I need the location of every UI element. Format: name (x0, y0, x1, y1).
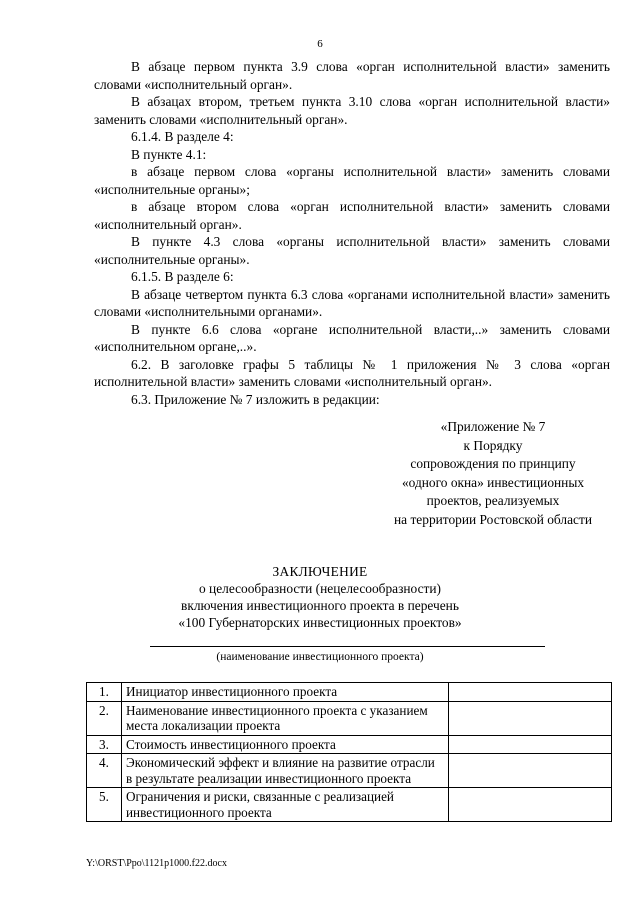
conclusion-title: ЗАКЛЮЧЕНИЕ (272, 564, 368, 579)
row-number: 1. (87, 683, 122, 702)
row-label: Ограничения и риски, связанные с реализацией инвестиционного проекта (122, 788, 449, 822)
table-row (87, 701, 612, 735)
paragraph: в абзаце первом слова «органы исполнительной власти» заменить словами «исполнительные органы»; (94, 164, 610, 197)
paragraph: В абзаце четвертом пункта 6.3 слова «органами исполнительной власти» заменить словами «исполнительными органами». (94, 286, 610, 319)
conclusion-line: о целесообразности (нецелесообразности) (198, 581, 442, 596)
appendix-line: проектов, реализуемых (426, 493, 560, 509)
paragraph: В абзаце первом пункта 3.9 слова «орган исполнительной власти» заменить словами «исполнительный орган». (94, 59, 610, 92)
paragraph: В пункте 4.1: (131, 146, 207, 162)
conclusion-heading (0, 563, 640, 631)
project-info-table (86, 682, 612, 822)
appendix-line: сопровождения по принципу (410, 456, 576, 472)
paragraph: 6.1.5. В разделе 6: (131, 269, 234, 284)
paragraph: 6.2. В заголовке графы 5 таблицы № 1 приложения № 3 слова «орган исполнительной власти» заменить словами «исполнительный орган». (94, 356, 610, 389)
paragraph: В пункте 6.6 слова «органе исполнительной власти,..» заменить словами «исполнительном органе,..». (94, 321, 610, 354)
row-number: 2. (87, 701, 122, 735)
row-value-cell (449, 735, 612, 754)
page-number: 6 (317, 38, 323, 50)
project-name-caption: (наименование инвестиционного проекта) (216, 651, 424, 663)
project-name-line (150, 646, 545, 647)
conclusion-line: включения инвестиционного проекта в перечень (181, 598, 459, 613)
table-row (87, 683, 612, 702)
paragraph: 6.1.4. В разделе 4: (131, 129, 234, 144)
appendix-heading (378, 418, 608, 530)
appendix-line: «одного окна» инвестиционных (401, 474, 585, 490)
amendment-text (94, 58, 610, 408)
row-label: Наименование инвестиционного проекта с указанием места локализации проекта (122, 701, 449, 735)
table-row (87, 754, 612, 788)
row-value-cell (449, 754, 612, 788)
appendix-line: на территории Ростовской области (394, 511, 592, 527)
paragraph: 6.3. Приложение № 7 изложить в редакции: (131, 391, 380, 407)
row-label: Инициатор инвестиционного проекта (122, 683, 449, 702)
conclusion-line: «100 Губернаторских инвестиционных проектов» (178, 615, 462, 630)
row-value-cell (449, 701, 612, 735)
paragraph: В абзацах втором, третьем пункта 3.10 слова «орган исполнительной власти» заменить словами «исполнительный орган». (94, 94, 610, 127)
row-label: Стоимость инвестиционного проекта (122, 735, 449, 754)
appendix-line: «Приложение № 7 (440, 419, 546, 434)
table-row (87, 735, 612, 754)
row-value-cell (449, 683, 612, 702)
row-value-cell (449, 788, 612, 822)
row-number: 4. (87, 754, 122, 788)
file-path-footer: Y:\ORST\Ppo\1121p1000.f22.docx (86, 858, 227, 869)
row-number: 3. (87, 735, 122, 754)
paragraph: в абзаце втором слова «орган исполнительной власти» заменить словами «исполнительный орган». (94, 199, 610, 232)
row-label: Экономический эффект и влияние на развитие отрасли в результате реализации инвестиционного проекта (122, 754, 449, 788)
table-row (87, 788, 612, 822)
row-number: 5. (87, 788, 122, 822)
paragraph: В пункте 4.3 слова «органы исполнительной власти» заменить словами «исполнительные органы». (94, 234, 610, 267)
appendix-line: к Порядку (463, 437, 523, 453)
